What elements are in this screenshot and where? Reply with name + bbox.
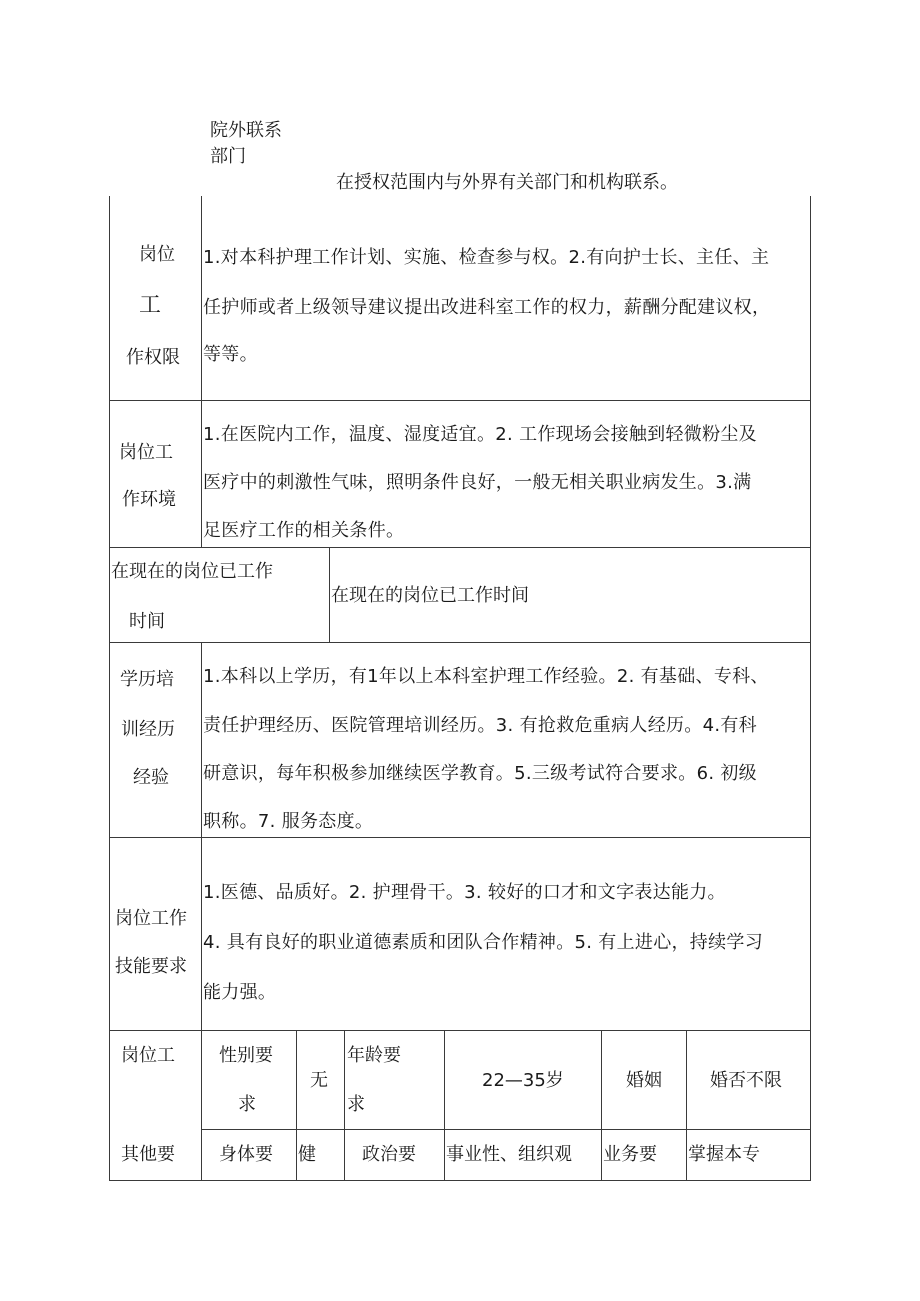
political-value: 事业性、组织观 xyxy=(446,1144,572,1165)
education-label-line2: 训经历 xyxy=(121,719,175,740)
col-line-a xyxy=(296,1030,297,1180)
table-left-border xyxy=(109,196,110,1181)
gender-value: 无 xyxy=(310,1070,328,1091)
col-line-e xyxy=(686,1030,687,1180)
row-line-1 xyxy=(109,400,811,401)
col-line-d xyxy=(601,1030,602,1180)
gender-label-line1: 性别要 xyxy=(219,1045,273,1066)
body-value: 健 xyxy=(298,1144,316,1165)
outside-contact-content: 在授权范围内与外界有关部门和机构联系。 xyxy=(336,172,678,193)
skills-content-line2: 4. 具有良好的职业道德素质和团队合作精神。5. 有上进心，持续学习 xyxy=(203,932,763,953)
environment-content-line3: 足医疗工作的相关条件。 xyxy=(203,520,405,541)
authority-label-line3: 作权限 xyxy=(126,347,180,368)
marriage-label: 婚姻 xyxy=(626,1070,662,1091)
tenure-label-line2: 时间 xyxy=(129,611,165,632)
marriage-value: 婚否不限 xyxy=(710,1070,782,1091)
age-value: 22—35岁 xyxy=(482,1070,564,1091)
gender-label-line2: 求 xyxy=(238,1094,256,1115)
body-label: 身体要 xyxy=(219,1144,273,1165)
row-line-3 xyxy=(109,642,811,643)
other-label-line2: 其他要 xyxy=(121,1144,175,1165)
education-label-line1: 学历培 xyxy=(120,669,174,690)
label-divider-2 xyxy=(201,642,202,1181)
label-divider-tenure xyxy=(329,547,330,642)
authority-content-line2: 任护师或者上级领导建议提出改进科室工作的权力，薪酬分配建议权， xyxy=(203,297,771,318)
skills-content-line1: 1.医德、品质好。2. 护理骨干。3. 较好的口才和文字表达能力。 xyxy=(203,882,726,903)
authority-content-line3: 等等。 xyxy=(203,344,258,365)
row-line-6 xyxy=(201,1129,811,1130)
row-line-4 xyxy=(109,837,811,838)
col-line-b xyxy=(344,1030,345,1180)
table-right-border xyxy=(810,196,811,1181)
authority-label-line1: 岗位 xyxy=(139,244,175,265)
education-label-line3: 经验 xyxy=(133,767,169,788)
tenure-content: 在现在的岗位已工作时间 xyxy=(331,585,529,606)
environment-content-line2: 医疗中的刺激性气味，照明条件良好，一般无相关职业病发生。3.满 xyxy=(203,472,752,493)
row-line-5 xyxy=(109,1030,811,1031)
outside-contact-label-line1: 院外联系 xyxy=(210,120,282,141)
skills-label-line1: 岗位工作 xyxy=(115,908,187,929)
label-divider-1 xyxy=(201,196,202,547)
skills-content-line3: 能力强。 xyxy=(203,982,277,1003)
education-content-line4: 职称。7. 服务态度。 xyxy=(203,811,374,832)
table-bottom-border xyxy=(109,1180,811,1181)
political-label: 政治要 xyxy=(362,1144,416,1165)
business-label: 业务要 xyxy=(603,1144,657,1165)
tenure-label-line1: 在现在的岗位已工作 xyxy=(111,561,273,582)
row-line-2 xyxy=(109,547,811,548)
age-label-line2: 求 xyxy=(347,1094,365,1115)
education-content-line1: 1.本科以上学历，有1年以上本科室护理工作经验。2. 有基础、专科、 xyxy=(203,666,769,687)
education-content-line3: 研意识，每年积极参加继续医学教育。5.三级考试符合要求。6. 初级 xyxy=(203,763,757,784)
authority-label-line2: 工 xyxy=(139,293,162,318)
business-value: 掌握本专 xyxy=(688,1144,760,1165)
environment-label-line1: 岗位工 xyxy=(119,442,173,463)
age-label-line1: 年龄要 xyxy=(347,1045,401,1066)
authority-content-line1: 1.对本科护理工作计划、实施、检查参与权。2.有向护士长、主任、主 xyxy=(203,247,770,268)
outside-contact-label-line2: 部门 xyxy=(210,146,246,167)
other-label-line1: 岗位工 xyxy=(121,1045,175,1066)
environment-label-line2: 作环境 xyxy=(122,489,176,510)
col-line-c xyxy=(444,1030,445,1180)
environment-content-line1: 1.在医院内工作，温度、湿度适宜。2. 工作现场会接触到轻微粉尘及 xyxy=(203,424,757,445)
education-content-line2: 责任护理经历、医院管理培训经历。3. 有抢救危重病人经历。4.有科 xyxy=(203,715,757,736)
skills-label-line2: 技能要求 xyxy=(115,956,187,977)
